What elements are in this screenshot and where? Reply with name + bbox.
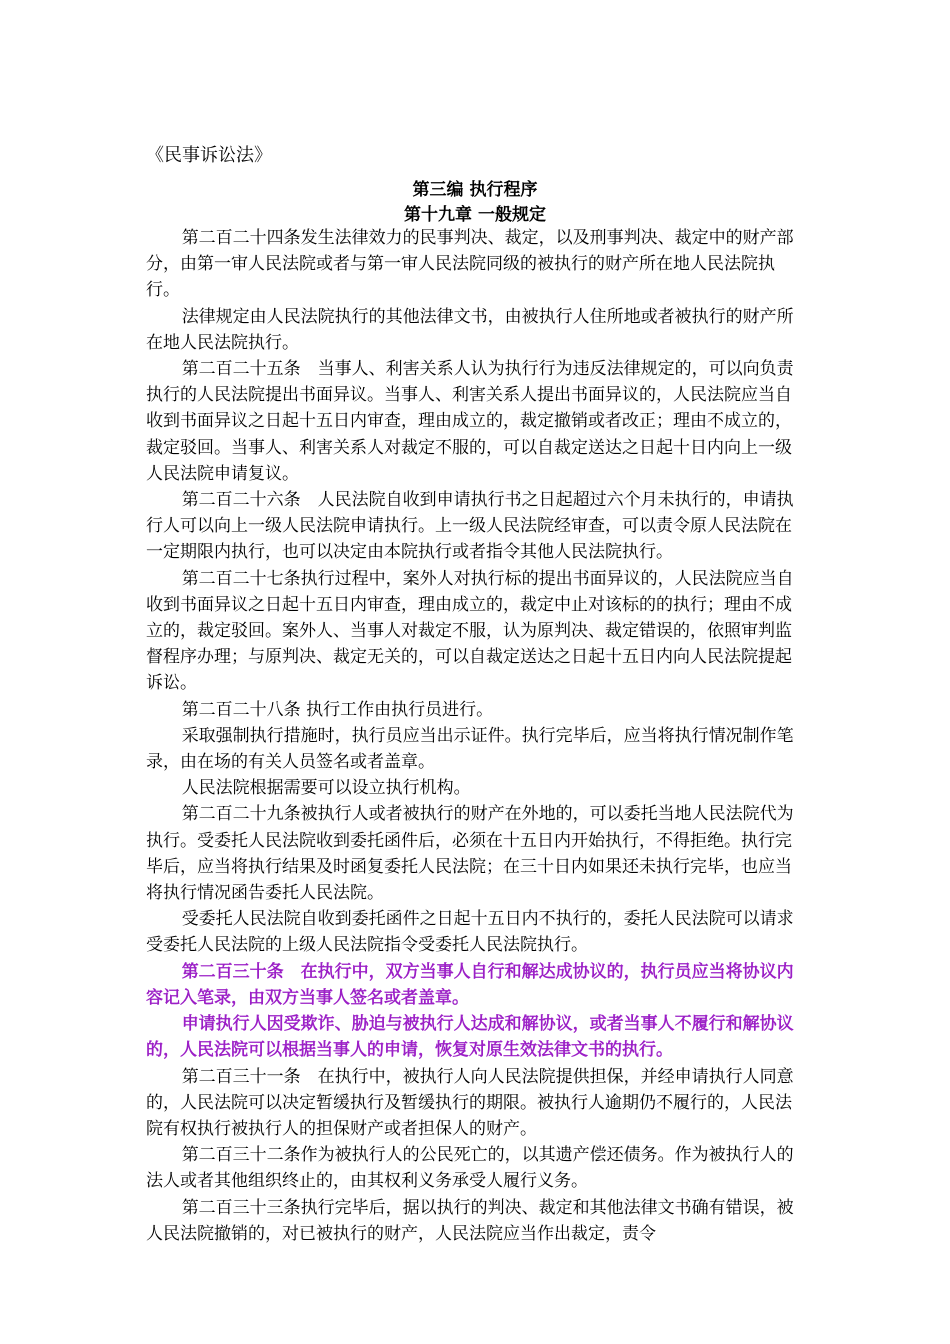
paragraph: 第二百二十四条发生法律效力的民事判决、裁定，以及刑事判决、裁定中的财产部分，由第一审人民法院或者与第一审人民法院同级的被执行的财产所在地人民法院执行。 [146, 228, 794, 301]
chapter-heading: 第十九章 一般规定 [404, 205, 546, 225]
paragraph: 第二百三十一条 在执行中，被执行人向人民法院提供担保，并经申请执行人同意的，人民法院可以决定暂缓执行及暂缓执行的期限。被执行人逾期仍不履行的，人民法院有权执行被执行人的担保财产或者担保人的财产。 [146, 1066, 794, 1139]
paragraph: 第二百二十六条 人民法院自收到申请执行书之日起超过六个月未执行的，申请执行人可以向上一级人民法院申请执行。上一级人民法院经审查，可以责令原人民法院在一定期限内执行，也可以决定由本院执行或者指令其他人民法院执行。 [146, 490, 794, 563]
paragraph: 人民法院根据需要可以设立执行机构。 [181, 778, 471, 799]
paragraph: 采取强制执行措施时，执行员应当出示证件。执行完毕后，应当将执行情况制作笔录，由在场的有关人员签名或者盖章。 [146, 725, 794, 773]
book-title: 《民事诉讼法》 [146, 145, 272, 166]
document-body [146, 225, 806, 1247]
part-heading: 第三编 执行程序 [412, 180, 538, 200]
paragraph: 第二百三十二条作为被执行人的公民死亡的，以其遗产偿还债务。作为被执行人的法人或者其他组织终止的，由其权利义务承受人履行义务。 [146, 1145, 794, 1192]
paragraph: 第二百二十五条 当事人、利害关系人认为执行行为违反法律规定的，可以向负责执行的人民法院提出书面异议。当事人、利害关系人提出书面异议的，人民法院应当自收到书面异议之日起十五日内审查，理由成立的，裁定撤销或者改正；理由不成立的，裁定驳回。当事人、利害关系人对裁定不服的，可以自裁定送达之日起十日内向上一级人民法院申请复议。 [146, 359, 794, 484]
highlighted-paragraph: 申请执行人因受欺诈、胁迫与被执行人达成和解协议，或者当事人不履行和解协议的，人民法院可以根据当事人的申请，恢复对原生效法律文书的执行。 [146, 1014, 794, 1061]
paragraph: 法律规定由人民法院执行的其他法律文书，由被执行人住所地或者被执行的财产所在地人民法院执行。 [146, 306, 794, 353]
paragraph: 第二百三十三条执行完毕后，据以执行的判决、裁定和其他法律文书确有错误，被人民法院撤销的，对已被执行的财产，人民法院应当作出裁定，责令 [146, 1197, 794, 1244]
paragraph: 第二百二十七条执行过程中，案外人对执行标的提出书面异议的，人民法院应当自收到书面异议之日起十五日内审查，理由成立的，裁定中止对该标的的执行；理由不成立的，裁定驳回。案外人、当事人对裁定不服，认为原判决、裁定错误的，依照审判监督程序办理；与原判决、裁定无关的，可以自裁定送达之日起十五日内向人民法院提起诉讼。 [146, 568, 794, 694]
paragraph: 受委托人民法院自收到委托函件之日起十五日内不执行的，委托人民法院可以请求受委托人民法院的上级人民法院指令受委托人民法院执行。 [146, 909, 794, 956]
paragraph: 第二百二十八条 执行工作由执行员进行。 [181, 699, 494, 720]
highlighted-paragraph: 第二百三十条 在执行中，双方当事人自行和解达成协议的，执行员应当将协议内容记入笔录，由双方当事人签名或者盖章。 [146, 961, 794, 1008]
paragraph: 第二百二十九条被执行人或者被执行的财产在外地的，可以委托当地人民法院代为执行。受委托人民法院收到委托函件后，必须在十五日内开始执行，不得拒绝。执行完毕后，应当将执行结果及时函复委托人民法院；在三十日内如果还未执行完毕，也应当将执行情况函告委托人民法院。 [146, 804, 794, 904]
